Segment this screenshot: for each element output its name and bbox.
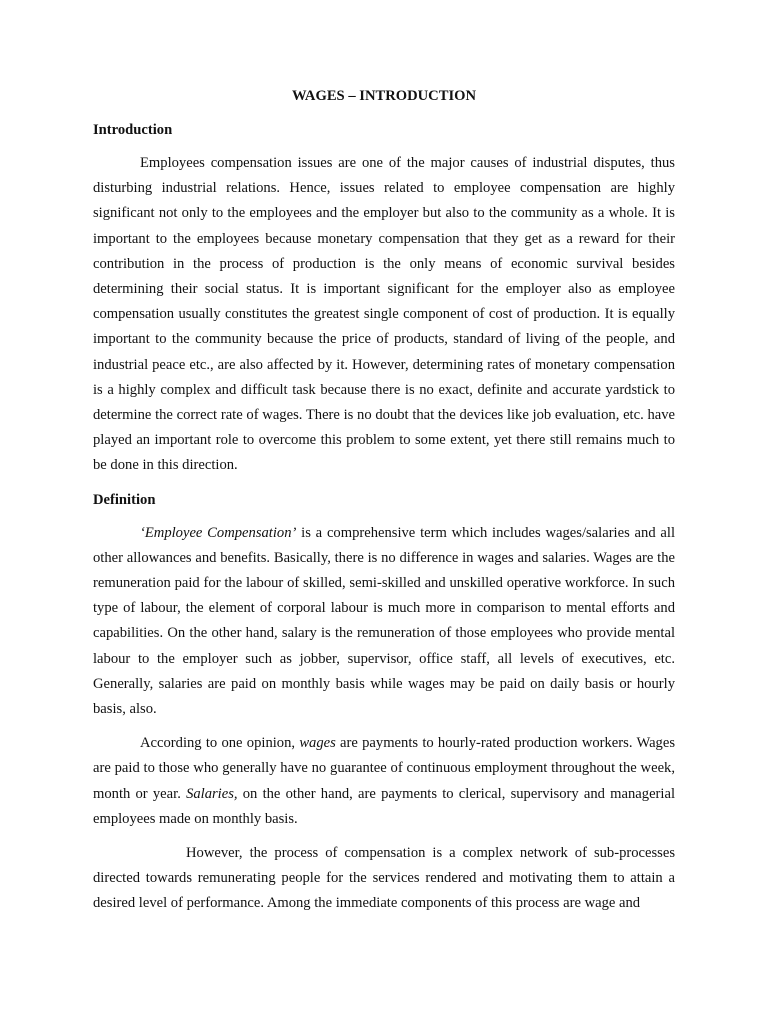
definition-paragraph-3: However, the process of compensation is a complex network of sub-processes directed towards remunerating people for the services rendered and motivating them to attain a desired level of performance. Among the immediate components of this process are wage and — [93, 845, 675, 912]
term-salaries: Salaries, — [186, 785, 238, 802]
section-heading-introduction: Introduction — [93, 122, 173, 138]
term-wages: wages — [299, 735, 336, 752]
page-content — [93, 84, 675, 917]
definition-paragraph-1 — [93, 521, 675, 723]
definition-paragraph-2 — [93, 731, 675, 832]
definition-paragraph-2-text-c: on the other hand, are payments to clerical, supervisory and managerial employees made on monthly basis. — [93, 785, 675, 827]
introduction-paragraph: Employees compensation issues are one of the major causes of industrial disputes, thus disturbing industrial relations. Hence, issues related to employee compensation are highly significant not only to the employees and the employer but also to the community as a whole. It is important to the employees because monetary compensation that they get as a reward for their contribution in the process of production is the only means of economic survival besides determining their social status. It is important significant for the employer also as employee compensation usually constitutes the greatest single component of cost of production. It is equally important to the community because the price of products, standard of living of the people, and industrial peace etc., are also affected by it. However, determining rates of monetary compensation is a highly complex and difficult task because there is no exact, definite and accurate yardstick to determine the correct rate of wages. There is no doubt that the devices like job evaluation, etc. have played an important role to overcome this problem to some extent, yet there still remains much to be done in this direction. — [93, 155, 675, 474]
term-employee-compensation: ‘Employee Compensation’ — [140, 524, 297, 541]
page-title: WAGES – INTRODUCTION — [291, 88, 477, 104]
definition-paragraph-2-text-a: According to one opinion, — [140, 735, 300, 752]
definition-paragraph-1-text: is a comprehensive term which includes wages/salaries and all other allowances and benefits. Basically, there is no difference in wages and salaries. Wages are the remuneration paid for the labour of skilled, semi-skilled and unskilled operative workforce. In such type of labour, the element of corporal labour is much more in comparison to mental efforts and capabilities. On the other hand, salary is the remuneration of those employees who provide mental labour to the employer such as jobber, supervisor, office staff, all levels of executives, etc. Generally, salaries are paid on monthly basis while wages may be paid on daily basis or hourly basis, also. — [93, 524, 675, 718]
definition-paragraph-2-text-b: are payments to hourly-rated production workers. Wages are paid to those who generally have no guarantee of continuous employment throughout the week, month or year. — [93, 735, 676, 802]
section-heading-definition: Definition — [93, 491, 156, 508]
